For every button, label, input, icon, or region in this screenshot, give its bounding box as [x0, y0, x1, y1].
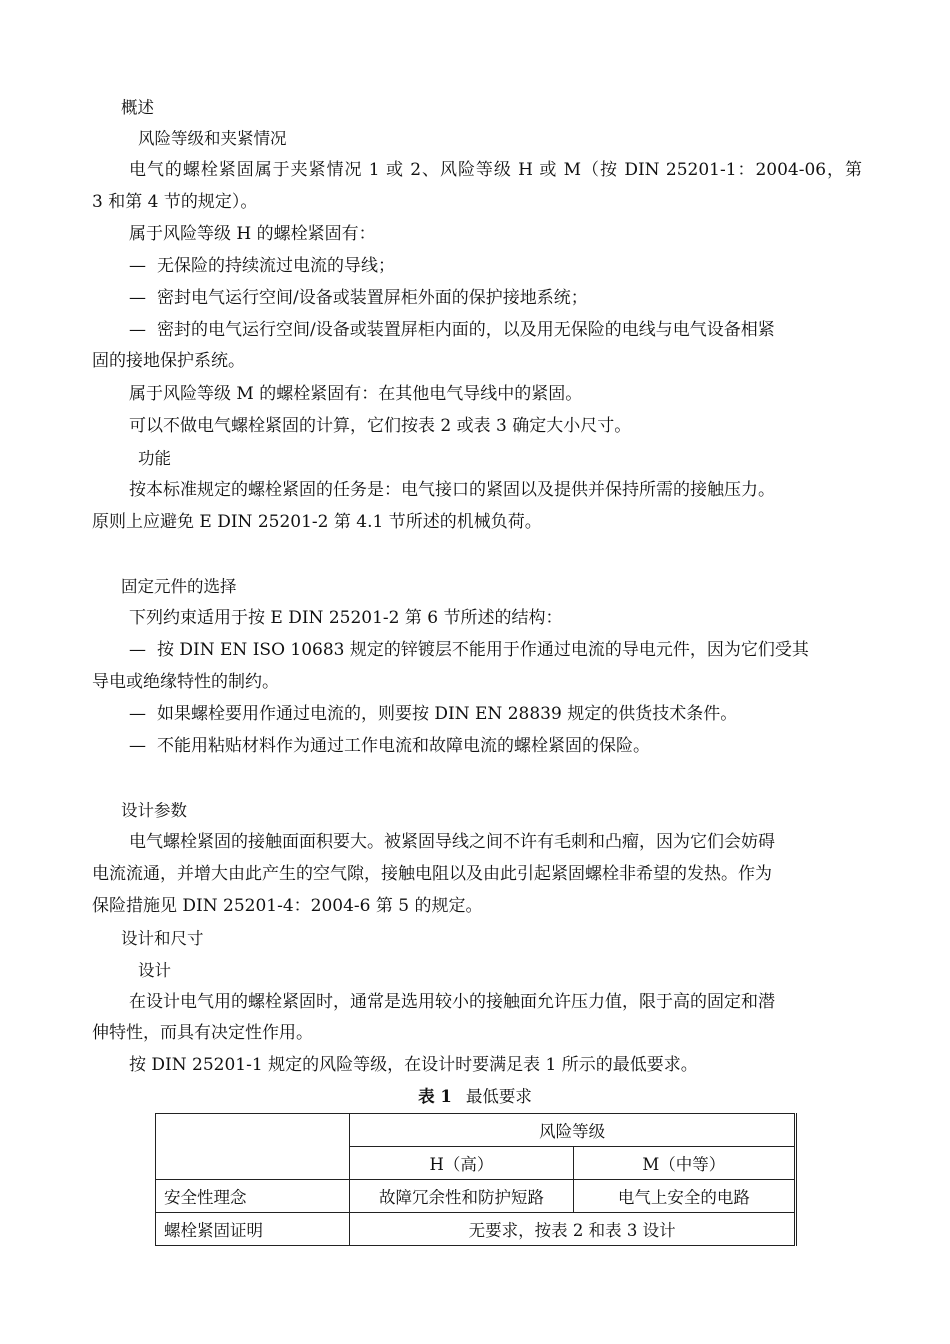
table-row: [156, 1180, 796, 1213]
table-group-header: 风险等级: [350, 1114, 796, 1147]
paragraph-line: 按本标准规定的螺栓紧固的任务是：电气接口的紧固以及提供并保持所需的接触压力。: [129, 480, 775, 500]
table-row-label: 安全性理念: [156, 1180, 350, 1213]
list-item: [129, 699, 899, 730]
heading-risk: 风险等级和夹紧情况: [138, 129, 287, 148]
paragraph-line: 保险措施见 DIN 25201-4：2004-6 第 5 的规定。: [92, 896, 483, 916]
list-item-text: 按 DIN EN ISO 10683 规定的锌镀层不能用于作通过电流的导电元件，因为它们受其: [157, 640, 809, 660]
paragraph-line: 电气的螺栓紧固属于夹紧情况 1 或 2、风险等级 H 或 M（按 DIN 25201-1：2004-06，第: [129, 160, 862, 180]
list-item: [129, 731, 899, 762]
table-row-label: 螺栓紧固证明: [156, 1213, 350, 1246]
list-item: [129, 251, 899, 282]
list-item-text: 密封的电气运行空间/设备或装置屏柜内面的，以及用无保险的电线与电气设备相紧: [157, 320, 775, 340]
list-item: [129, 315, 899, 346]
paragraph-line: 下列约束适用于按 E DIN 25201-2 第 6 节所述的结构：: [129, 608, 563, 628]
dash-bullet: —: [129, 736, 146, 756]
paragraph-line: 属于风险等级 M 的螺栓紧固有：在其他电气导线中的紧固。: [129, 384, 583, 404]
list-item-text: 无保险的持续流过电流的导线；: [157, 256, 395, 276]
paragraph-line: 伸特性，而具有决定性作用。: [92, 1023, 313, 1043]
heading-overview: 概述: [121, 98, 154, 117]
paragraph-line: 3 和第 4 节的规定）。: [92, 192, 258, 212]
list-item-text: 如果螺栓要用作通过电流的，则要按 DIN EN 28839 规定的供货技术条件。: [157, 704, 738, 724]
table-caption: [0, 1081, 950, 1112]
table-cell: 无要求，按表 2 和表 3 设计: [350, 1213, 796, 1246]
list-item-text: 不能用粘贴材料作为通过工作电流和故障电流的螺栓紧固的保险。: [157, 736, 650, 756]
table-cell: 电气上安全的电路: [573, 1180, 795, 1213]
dash-bullet: —: [129, 704, 146, 724]
paragraph-line: 电流流通，并增大由此产生的空气隙，接触电阻以及由此引起紧固螺栓非希望的发热。作为: [92, 864, 772, 884]
list-item: [129, 635, 899, 666]
table-row: [156, 1114, 796, 1147]
paragraph-line: 导电或绝缘特性的制约。: [92, 672, 279, 692]
heading-design: 设计: [138, 961, 171, 980]
paragraph-line: 可以不做电气螺栓紧固的计算，它们按表 2 或表 3 确定大小尺寸。: [129, 416, 632, 436]
heading-fasteners: 固定元件的选择: [121, 577, 237, 596]
table-label: 表 1: [418, 1087, 452, 1106]
paragraph-line: 原则上应避免 E DIN 25201-2 第 4.1 节所述的机械负荷。: [92, 512, 542, 532]
dash-bullet: —: [129, 640, 146, 660]
table-corner-cell: [156, 1114, 350, 1180]
dash-bullet: —: [129, 288, 146, 308]
table-row: [156, 1213, 796, 1246]
list-item-text: 密封电气运行空间/设备或装置屏柜外面的保护接地系统；: [157, 288, 588, 308]
table-column-header: M（中等）: [573, 1147, 795, 1180]
paragraph-line: 按 DIN 25201-1 规定的风险等级，在设计时要满足表 1 所示的最低要求。: [129, 1055, 698, 1075]
list-item: [129, 283, 899, 314]
heading-design-dims: 设计和尺寸: [121, 929, 204, 948]
requirements-table: [155, 1113, 797, 1246]
table-cell: 故障冗余性和防护短路: [350, 1180, 573, 1213]
heading-design-params: 设计参数: [121, 801, 187, 820]
heading-function: 功能: [138, 449, 171, 468]
table-column-header: H（高）: [350, 1147, 573, 1180]
paragraph-line: 在设计电气用的螺栓紧固时，通常是选用较小的接触面允许压力值，限于高的固定和潜: [129, 992, 775, 1012]
dash-bullet: —: [129, 256, 146, 276]
table-title: 最低要求: [465, 1087, 532, 1106]
paragraph-line: 属于风险等级 H 的螺栓紧固有：: [129, 224, 376, 244]
paragraph-line: 固的接地保护系统。: [92, 351, 245, 371]
paragraph-line: 电气螺栓紧固的接触面面积要大。被紧固导线之间不许有毛刺和凸瘤，因为它们会妨碍: [129, 832, 775, 852]
dash-bullet: —: [129, 320, 146, 340]
